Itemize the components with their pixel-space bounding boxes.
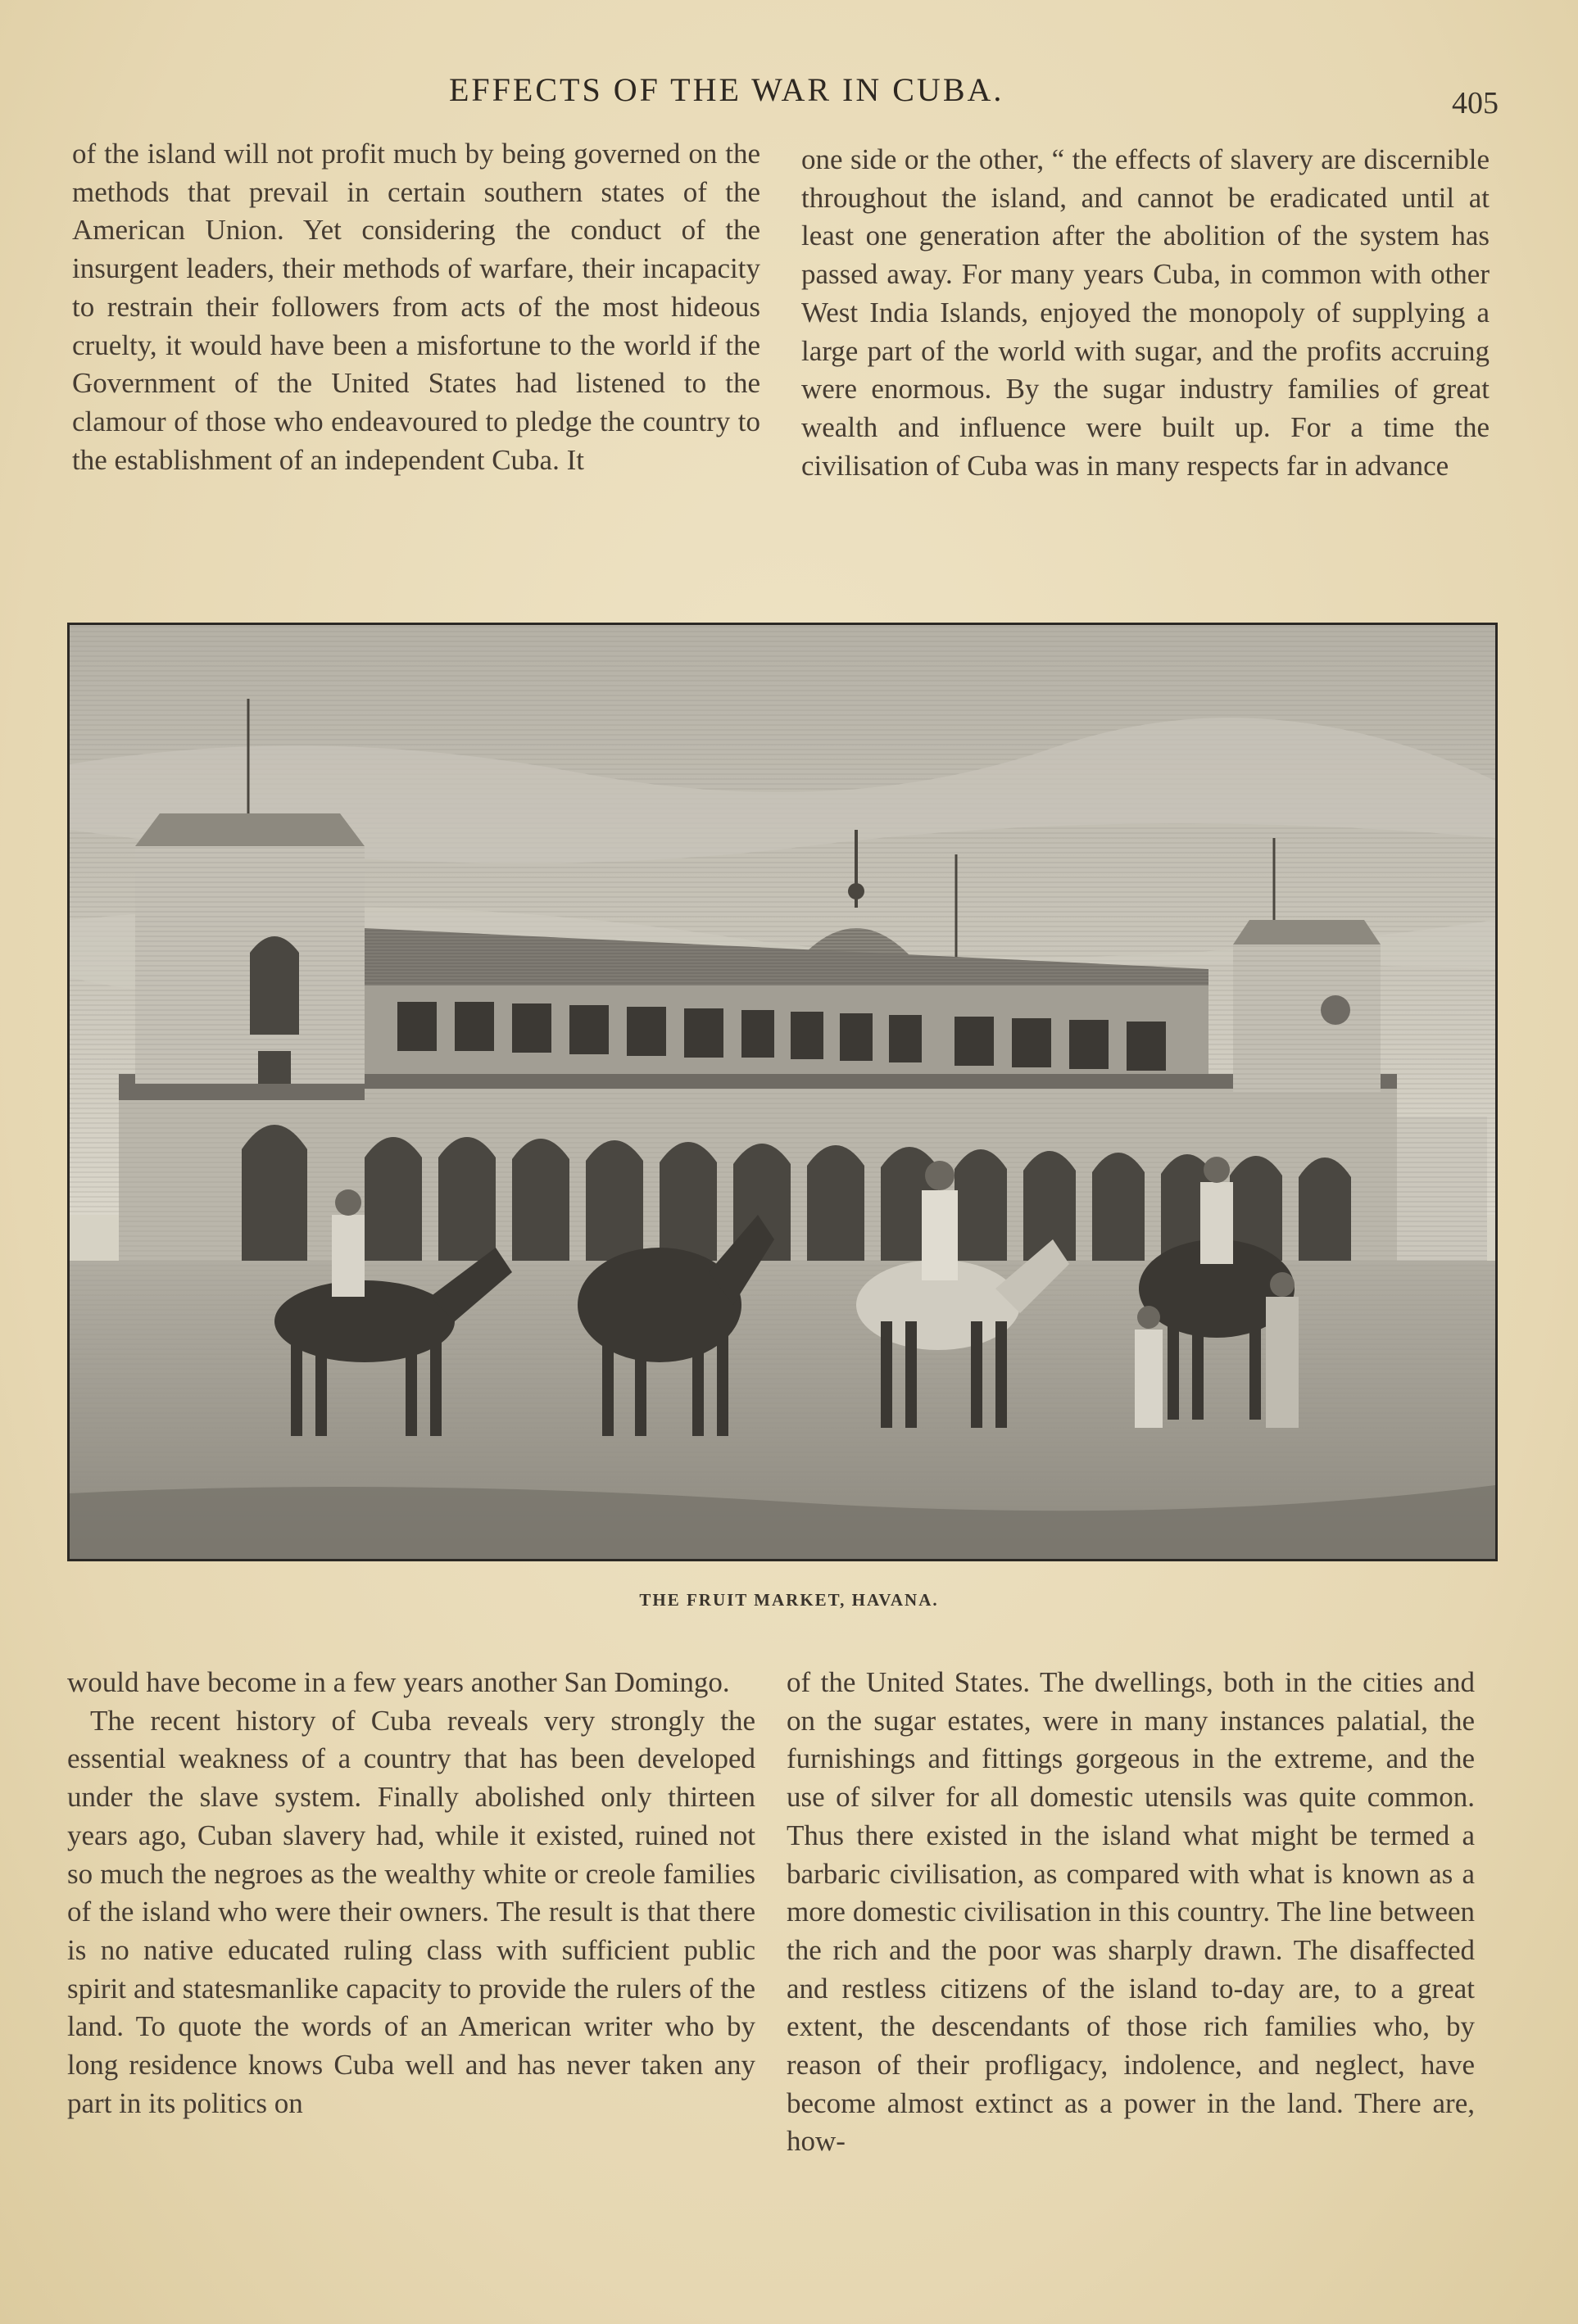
paragraph: of the island will not profit much by being governed on the methods that prevail in certain southern states of the American Union. Yet considering the conduct of the insurgent leaders, their methods of warfare, their incapacity to restrain their followers from acts of the most hideous cruelty, it would have been a misfortune to the world if the Government of the United States had listened to the clamour of those who endeavoured to pledge the country to the establishment of an independent Cuba. It <box>72 138 760 476</box>
paragraph: The recent history of Cuba reveals very strongly the essential weakness of a country that has been developed under the slave system. Finally abolished only thirteen years ago, Cuban slavery had, while it existed, ruined not so much the negroes as the wealthy white or creole families of the island who were their owners. The result is that there is no native educated ruling class with sufficient public spirit and statesmanlike capacity to provide the rulers of the land. To quote the words of an American writer who by long residence knows Cuba well and has never taken any part in its politics on <box>67 1704 755 2119</box>
figure-caption: THE FRUIT MARKET, HAVANA. <box>639 1590 939 1610</box>
running-header <box>0 67 1578 120</box>
text-column-bottom-left <box>67 1664 755 2122</box>
paragraph: would have become in a few years another San Domingo. <box>67 1666 730 1698</box>
page-number: 405 <box>1452 86 1499 120</box>
text-column-bottom-right <box>787 1664 1475 2161</box>
running-title: EFFECTS OF THE WAR IN CUBA. <box>449 71 1004 108</box>
text-column-top-right <box>801 141 1490 485</box>
paragraph: of the United States. The dwellings, both in the cities and on the sugar estates, were in many instances palatial, the furnishings and fittings gorgeous in the extreme, and the use of silver for all domestic utensils was quite common. Thus there existed in the island what might be termed a barbaric civilisation, as compared with what is known as a more domestic civilisation in this country. The line between the rich and the poor was sharply drawn. The disaffected and restless citizens of the island to-day are, to a great extent, the descendants of those rich families who, by reason of their profligacy, indolence, and neglect, have become almost extinct as a power in the land. There are, how- <box>787 1666 1475 2158</box>
fruit-market-engraving <box>67 623 1498 1561</box>
text-column-top-left <box>72 135 760 479</box>
paragraph: one side or the other, “ the effects of slavery are discernible throughout the island, and cannot be eradicated until at least one generation after the abolition of the system has passed away. For many years Cuba, in common with other West India Islands, enjoyed the monopoly of supplying a large part of the world with sugar, and the profits accruing were enormous. By the sugar industry families of great wealth and influence were built up. For a time the civilisation of Cuba was in many respects far in advance <box>801 143 1490 482</box>
